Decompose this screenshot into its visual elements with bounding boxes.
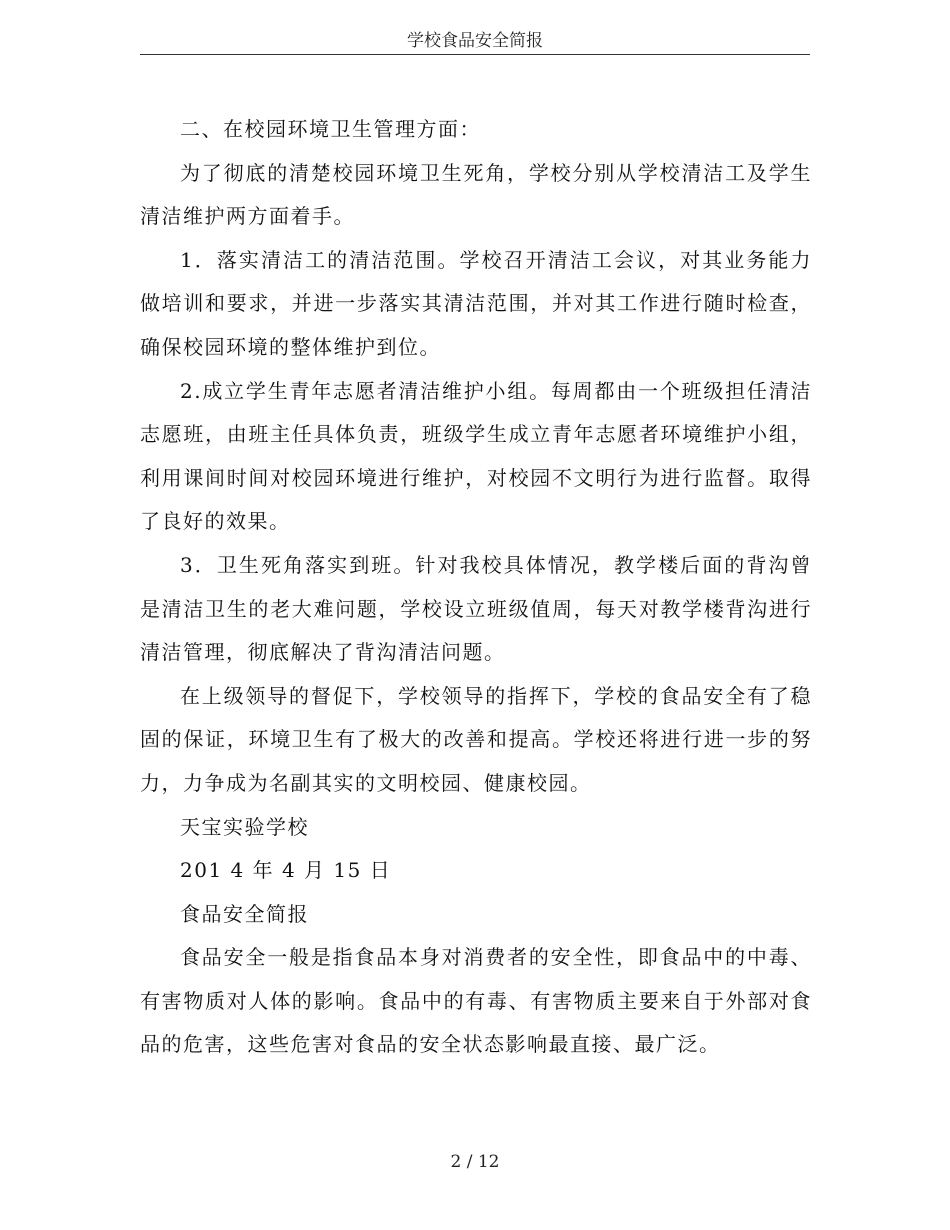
section-heading: 二、在校园环境卫生管理方面： [180,117,481,141]
page-footer [0,1152,950,1172]
item-1-paragraph: 1．落实清洁工的清洁范围。学校召开清洁工会议，对其业务能力做培训和要求，并进一步落实其清洁范围，并对其工作进行随时检查，确保校园环境的整体维护到位。 [140,247,812,359]
subsection-title: 食品安全简报 [180,901,309,926]
item-2-paragraph: 2.成立学生青年志愿者清洁维护小组。每周都由一个班级担任清洁志愿班，由班主任具体负责，班级学生成立青年志愿者环境维护小组，利用课间时间对校园环境进行维护，对校园不文明行为进行监督。取得了良好的效果。 [140,378,812,534]
page-number: 2 / 12 [450,1152,500,1172]
document-body [140,108,812,1067]
signature-date: 201 4 年 4 月 15 日 [180,858,392,883]
food-safety-paragraph: 食品安全一般是指食品本身对消费者的安全性，即食品中的中毒、有害物质对人体的影响。食品中的有毒、有害物质主要来自于外部对食品的危害，这些危害对食品的安全状态影响最直接、最广泛。 [140,945,812,1057]
item-3-paragraph: 3．卫生死角落实到班。针对我校具体情况，教学楼后面的背沟曾是清洁卫生的老大难问题，学校设立班级值周，每天对教学楼背沟进行清洁管理，彻底解决了背沟清洁问题。 [140,552,812,665]
conclusion-paragraph: 在上级领导的督促下，学校领导的指挥下，学校的食品安全有了稳固的保证，环境卫生有了极大的改善和提高。学校还将进行进一步的努力，力争成为名副其实的文明校园、健康校园。 [140,683,812,795]
page-header [140,28,810,55]
intro-paragraph: 为了彻底的清楚校园环境卫生死角，学校分别从学校清洁工及学生清洁维护两方面着手。 [140,160,812,229]
header-title: 学校食品安全简报 [407,31,543,51]
signature-school: 天宝实验学校 [180,814,309,839]
